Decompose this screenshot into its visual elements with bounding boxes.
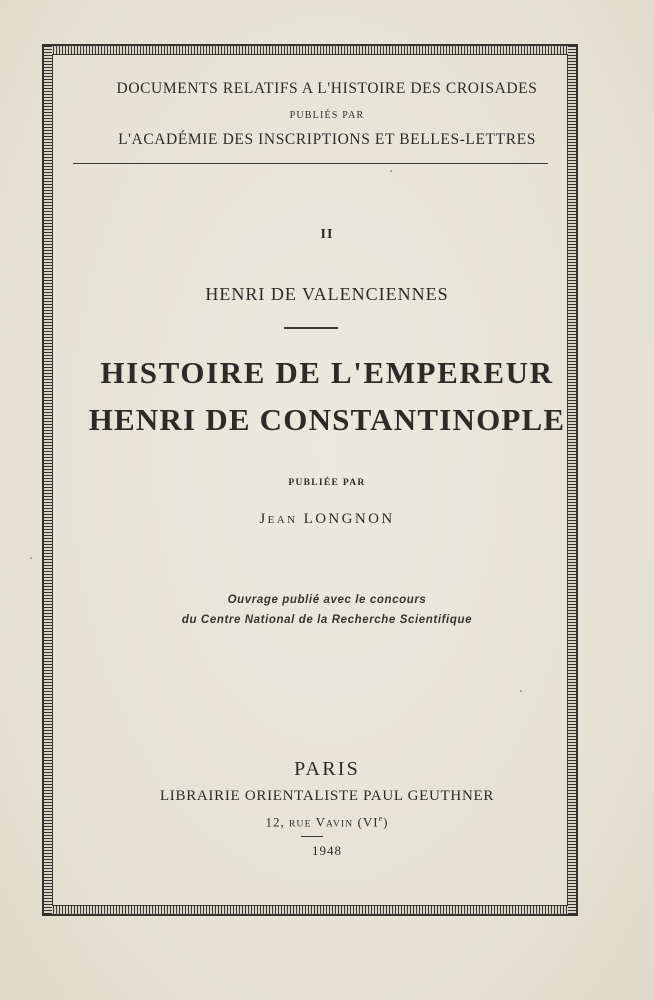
- editor-last-name: LONGNON: [303, 511, 395, 527]
- border-hatch-top: [44, 46, 576, 54]
- editor-name: [0, 512, 654, 527]
- address-street-rest: AVIN: [325, 819, 354, 830]
- author-name: HENRI DE VALENCIENNES: [205, 284, 449, 304]
- book-title-line-2: HENRI DE CONSTANTINOPLE: [88, 402, 566, 437]
- address-street-prefix: RUE: [288, 819, 312, 830]
- editor-label: PUBLIÉE PAR: [288, 478, 366, 488]
- volume-number: II: [320, 227, 334, 242]
- editor-first-initial: J: [259, 511, 268, 527]
- imprint-year: 1948: [312, 843, 342, 858]
- year-divider: [301, 836, 323, 837]
- paper-speck: [390, 170, 392, 172]
- funding-note-line-2: du Centre National de la Recherche Scientifique: [181, 614, 473, 626]
- book-title-line-1: HISTOIRE DE L'EMPEREUR: [100, 355, 554, 390]
- address-arrondissement-sup: e: [378, 814, 384, 823]
- paper-speck: [30, 557, 32, 559]
- author-divider: [284, 327, 338, 329]
- series-title-line-2: L'ACADÉMIE DES INSCRIPTIONS ET BELLES-LETTRES: [118, 131, 536, 148]
- imprint-address: [0, 815, 654, 830]
- funding-note-line-1: Ouvrage publié avec le concours: [227, 594, 427, 606]
- address-street-initial: V: [315, 814, 326, 830]
- border-hatch-bottom: [44, 906, 576, 914]
- address-arrondissement: (VI: [357, 814, 379, 830]
- editor-first-name-rest: EAN: [267, 514, 298, 526]
- series-title-line-1: DOCUMENTS RELATIFS A L'HISTOIRE DES CROISADES: [116, 80, 538, 97]
- paper-speck: [520, 690, 522, 692]
- imprint-city: PARIS: [294, 758, 360, 780]
- imprint-publisher: LIBRAIRIE ORIENTALISTE PAUL GEUTHNER: [159, 788, 495, 804]
- series-publisher-label: PUBLIÉS PAR: [289, 110, 365, 121]
- header-divider: [73, 163, 548, 164]
- address-number: 12,: [265, 814, 285, 830]
- address-arrondissement-close: ): [383, 814, 389, 830]
